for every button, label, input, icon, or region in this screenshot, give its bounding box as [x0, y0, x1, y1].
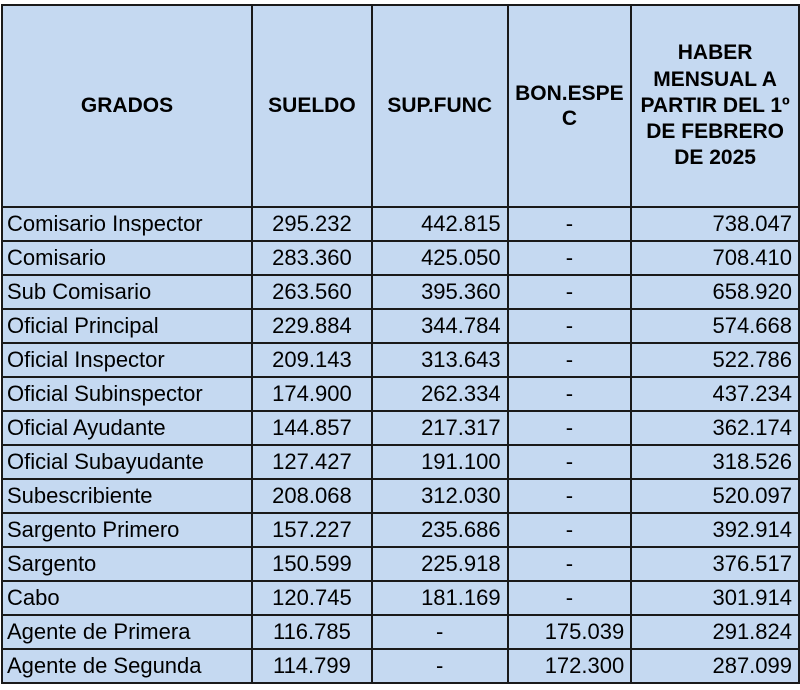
- cell-grado: Oficial Inspector: [2, 343, 252, 377]
- cell-bon-espec: -: [508, 207, 632, 241]
- table-body: [2, 207, 799, 683]
- cell-bon-espec: -: [508, 445, 632, 479]
- cell-grado: Oficial Subayudante: [2, 445, 252, 479]
- cell-grado: Oficial Ayudante: [2, 411, 252, 445]
- table-row: [2, 377, 799, 411]
- cell-sueldo: 120.745: [252, 581, 372, 615]
- header-grados: GRADOS: [2, 5, 252, 207]
- cell-haber: 362.174: [631, 411, 799, 445]
- cell-haber: 738.047: [631, 207, 799, 241]
- cell-grado: Comisario: [2, 241, 252, 275]
- table-row: [2, 411, 799, 445]
- table-row: [2, 513, 799, 547]
- cell-grado: Sub Comisario: [2, 275, 252, 309]
- table-row: [2, 649, 799, 683]
- cell-grado: Oficial Subinspector: [2, 377, 252, 411]
- cell-sueldo: 127.427: [252, 445, 372, 479]
- table-row: [2, 479, 799, 513]
- salary-table: [1, 4, 800, 684]
- cell-sueldo: 208.068: [252, 479, 372, 513]
- header-sup-func: SUP.FUNC: [372, 5, 508, 207]
- header-haber-mensual: HABER MENSUAL A PARTIR DEL 1º DE FEBRERO DE 2025: [631, 5, 799, 207]
- header-bon-espec: BON.ESPE C: [508, 5, 632, 207]
- cell-sup-func: 425.050: [372, 241, 508, 275]
- cell-sup-func: 262.334: [372, 377, 508, 411]
- cell-haber: 520.097: [631, 479, 799, 513]
- cell-sup-func: 181.169: [372, 581, 508, 615]
- cell-grado: Agente de Segunda: [2, 649, 252, 683]
- cell-sueldo: 263.560: [252, 275, 372, 309]
- cell-sup-func: -: [372, 615, 508, 649]
- cell-sup-func: 313.643: [372, 343, 508, 377]
- cell-grado: Sargento Primero: [2, 513, 252, 547]
- cell-bon-espec: -: [508, 547, 632, 581]
- cell-sup-func: 235.686: [372, 513, 508, 547]
- cell-sueldo: 144.857: [252, 411, 372, 445]
- cell-sueldo: 209.143: [252, 343, 372, 377]
- cell-sup-func: 395.360: [372, 275, 508, 309]
- cell-haber: 658.920: [631, 275, 799, 309]
- cell-sup-func: 442.815: [372, 207, 508, 241]
- cell-bon-espec: -: [508, 411, 632, 445]
- cell-haber: 376.517: [631, 547, 799, 581]
- table-row: [2, 445, 799, 479]
- table-row: [2, 275, 799, 309]
- header-row: [2, 5, 799, 207]
- cell-bon-espec: -: [508, 309, 632, 343]
- cell-sup-func: 344.784: [372, 309, 508, 343]
- cell-sup-func: -: [372, 649, 508, 683]
- cell-bon-espec: 175.039: [508, 615, 632, 649]
- cell-sueldo: 157.227: [252, 513, 372, 547]
- cell-sueldo: 174.900: [252, 377, 372, 411]
- cell-haber: 318.526: [631, 445, 799, 479]
- cell-grado: Sargento: [2, 547, 252, 581]
- cell-bon-espec: -: [508, 241, 632, 275]
- table-row: [2, 309, 799, 343]
- cell-grado: Oficial Principal: [2, 309, 252, 343]
- table-row: [2, 241, 799, 275]
- cell-sueldo: 283.360: [252, 241, 372, 275]
- cell-bon-espec: -: [508, 275, 632, 309]
- cell-haber: 574.668: [631, 309, 799, 343]
- cell-bon-espec: -: [508, 581, 632, 615]
- table-row: [2, 207, 799, 241]
- cell-grado: Comisario Inspector: [2, 207, 252, 241]
- table-row: [2, 547, 799, 581]
- cell-sueldo: 116.785: [252, 615, 372, 649]
- cell-bon-espec: -: [508, 377, 632, 411]
- cell-haber: 708.410: [631, 241, 799, 275]
- cell-haber: 392.914: [631, 513, 799, 547]
- cell-sueldo: 229.884: [252, 309, 372, 343]
- cell-sueldo: 114.799: [252, 649, 372, 683]
- cell-haber: 301.914: [631, 581, 799, 615]
- cell-sup-func: 191.100: [372, 445, 508, 479]
- cell-haber: 291.824: [631, 615, 799, 649]
- cell-sup-func: 217.317: [372, 411, 508, 445]
- cell-sup-func: 225.918: [372, 547, 508, 581]
- cell-bon-espec: 172.300: [508, 649, 632, 683]
- cell-sueldo: 295.232: [252, 207, 372, 241]
- cell-haber: 287.099: [631, 649, 799, 683]
- table-row: [2, 343, 799, 377]
- cell-grado: Subescribiente: [2, 479, 252, 513]
- cell-haber: 437.234: [631, 377, 799, 411]
- cell-haber: 522.786: [631, 343, 799, 377]
- table-row: [2, 615, 799, 649]
- cell-sueldo: 150.599: [252, 547, 372, 581]
- table-row: [2, 581, 799, 615]
- cell-sup-func: 312.030: [372, 479, 508, 513]
- header-sueldo: SUELDO: [252, 5, 372, 207]
- cell-grado: Agente de Primera: [2, 615, 252, 649]
- cell-grado: Cabo: [2, 581, 252, 615]
- cell-bon-espec: -: [508, 513, 632, 547]
- cell-bon-espec: -: [508, 479, 632, 513]
- cell-bon-espec: -: [508, 343, 632, 377]
